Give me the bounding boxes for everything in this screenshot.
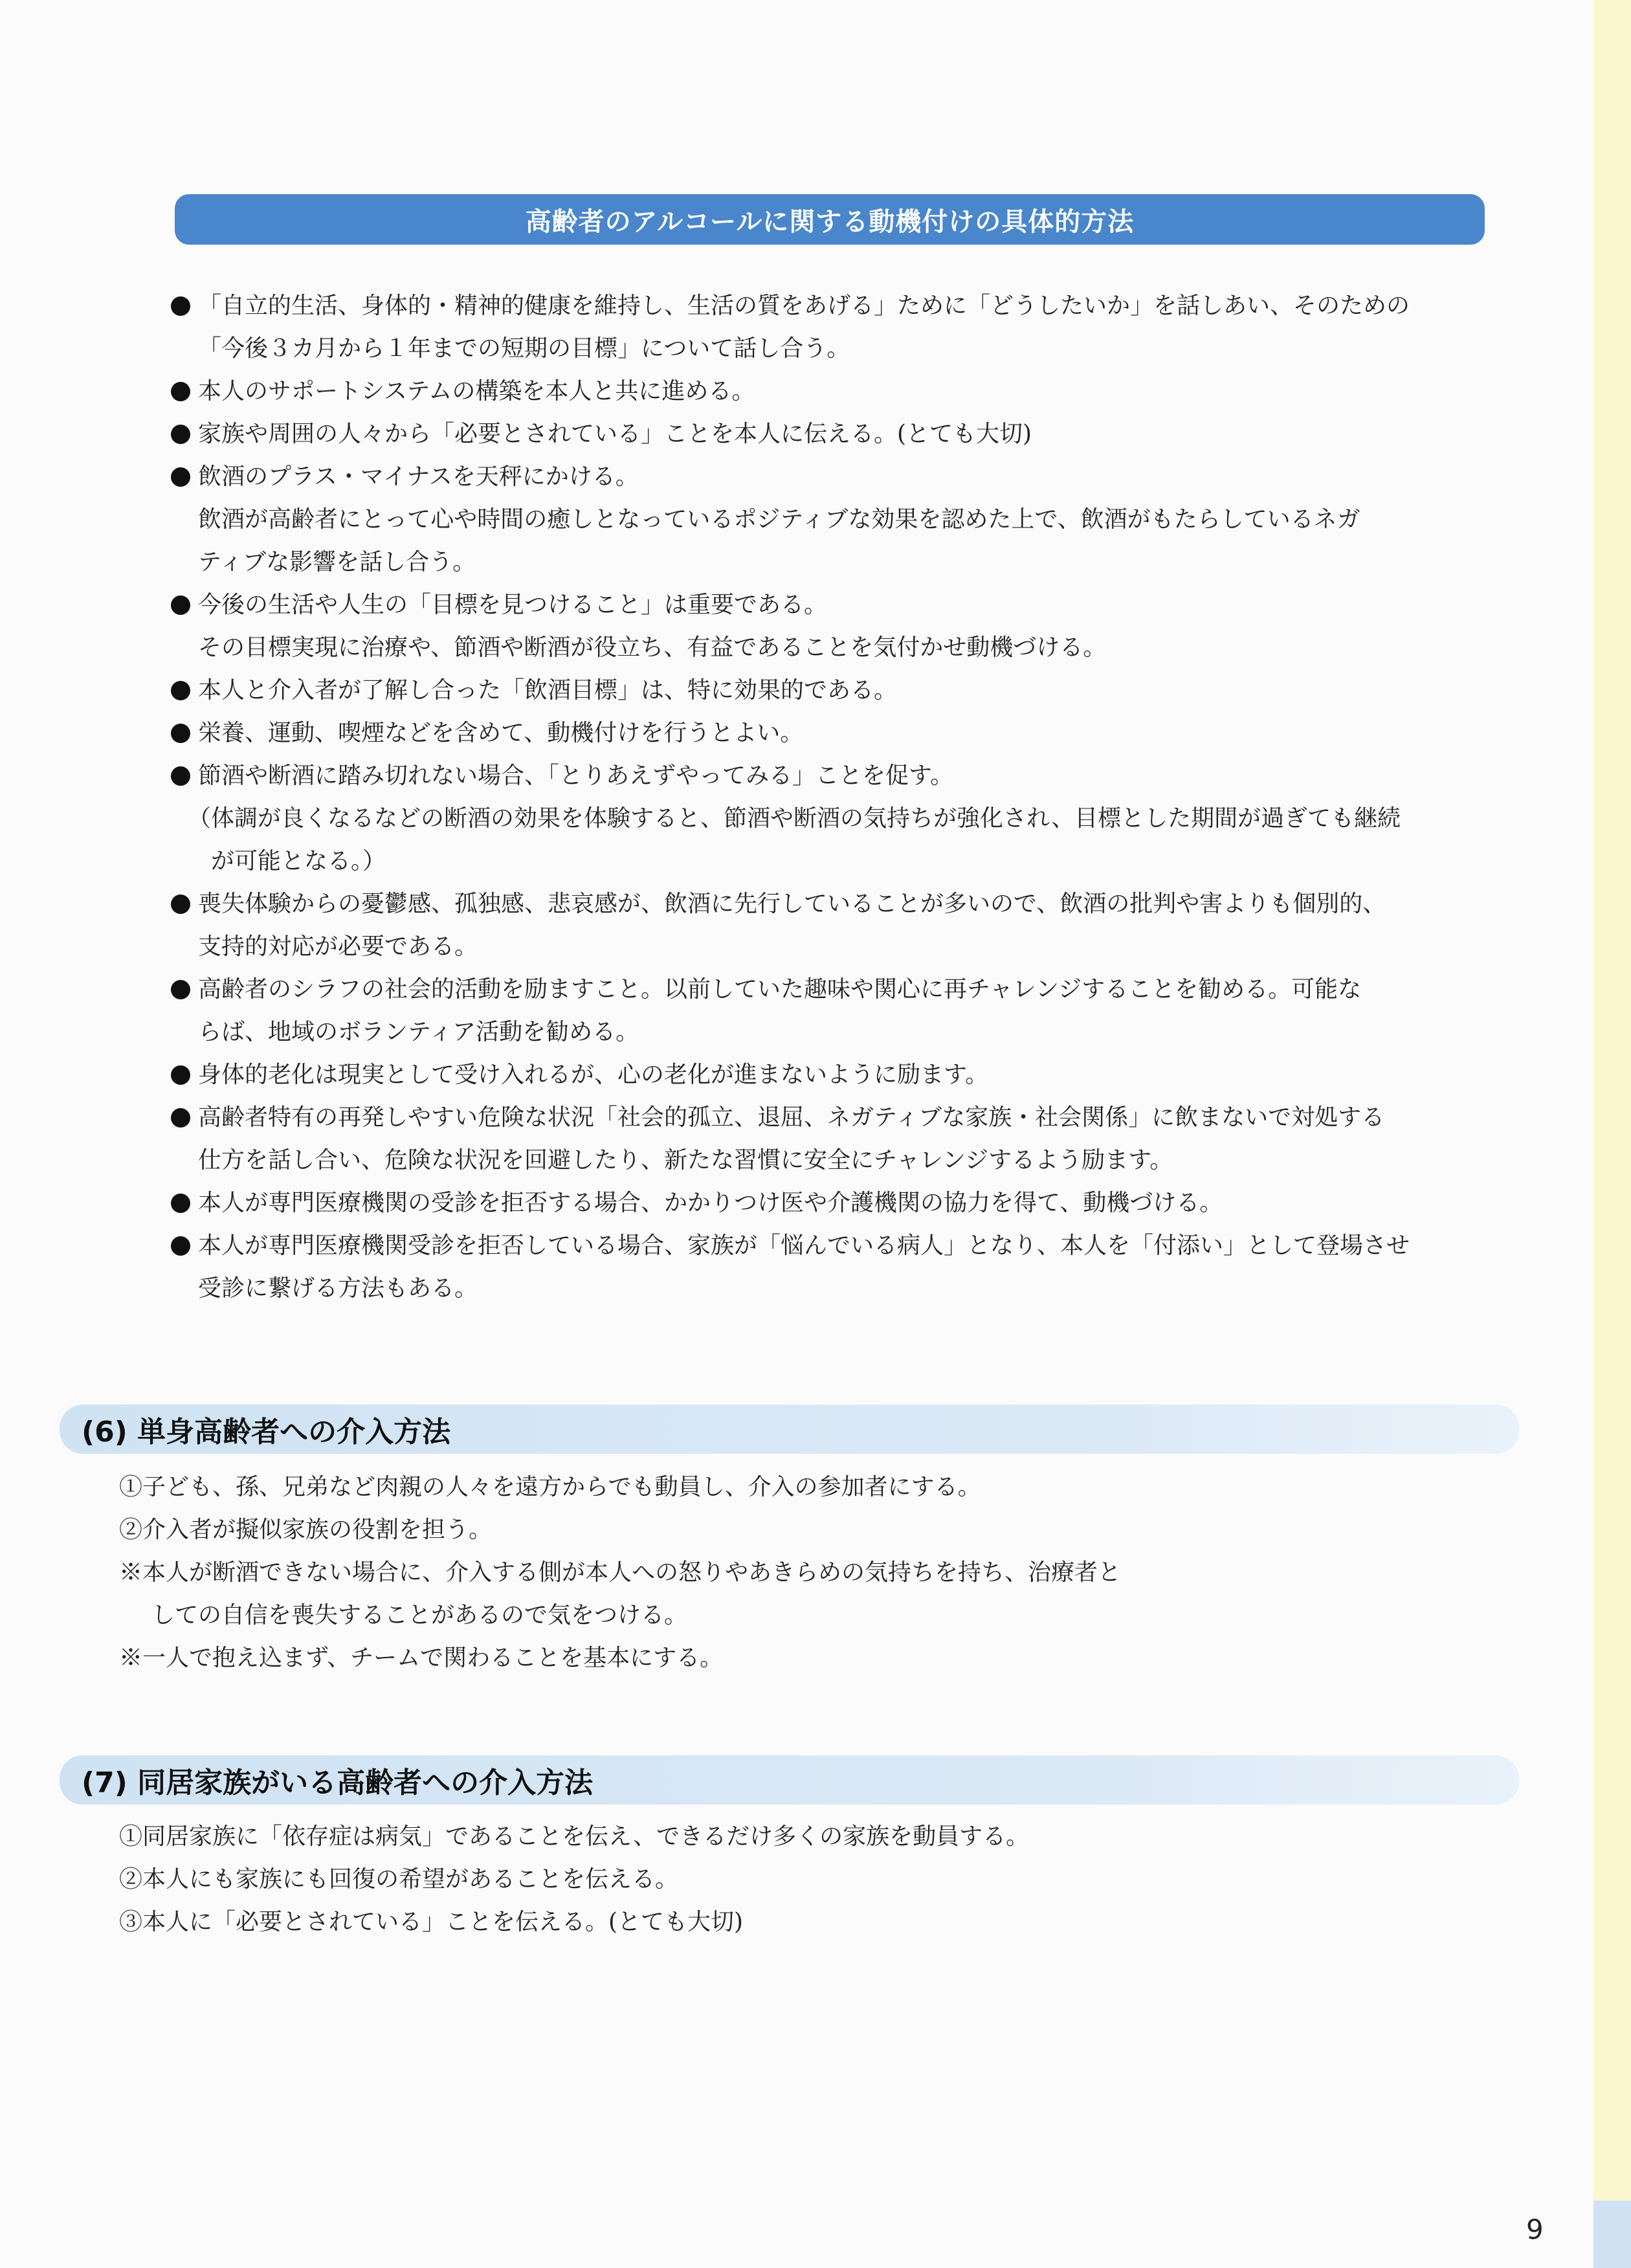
- bullet-item: [170, 755, 1496, 797]
- page-edge-strip: [1593, 0, 1631, 2268]
- bullet-line: ティブな影響を話し合う。: [198, 549, 476, 575]
- bullet-line: 本人が専門医療機関受診を拒否している場合、家族が「悩んでいる病人」となり、本人を「付添い」として登場させ: [198, 1232, 1410, 1259]
- list-item: ②本人にも家族にも回復の希望があることを伝える。: [119, 1866, 679, 1893]
- list-item: ※一人で抱え込まず、チームで関わることを基本にする。: [119, 1645, 724, 1671]
- bullet-item: [170, 1054, 1496, 1096]
- list-item: ①子ども、孫、兄弟など肉親の人々を遠方からでも動員し、介入の参加者にする。: [119, 1474, 981, 1500]
- note-line: （体調が良くなるなどの断酒の効果を体験すると、節酒や断酒の気持ちが強化され、目標とした期間が過ぎても継続: [188, 805, 1401, 832]
- list-item: ①同居家族に「依存症は病気」であることを伝え、できるだけ多くの家族を動員する。: [119, 1823, 1030, 1850]
- bullet-item: [170, 370, 1496, 413]
- bullet-line: 高齢者のシラフの社会的活動を励ますこと。以前していた趣味や関心に再チャレンジすることを勧める。可能な: [198, 976, 1362, 1003]
- bullet-line: 「自立的生活、身体的・精神的健康を維持し、生活の質をあげる」ために「どうしたいか」を話しあい、そのための: [198, 293, 1410, 319]
- bullet-item: [170, 584, 1496, 669]
- list-item: しての自信を喪失することがあるので気をつける。: [151, 1602, 688, 1629]
- bullet-line: 本人と介入者が了解し合った「飲酒目標」は、特に効果的である。: [198, 677, 898, 704]
- section-7-list: [119, 1816, 1349, 1944]
- section-header-7: (7) 同居家族がいる高齢者への介入方法: [60, 1755, 1519, 1805]
- bullet-line: 本人が専門医療機関の受診を拒否する場合、かかりつけ医や介護機関の協力を得て、動機づける。: [198, 1190, 1223, 1216]
- bullet-line: 「今後３カ月から１年までの短期の目標」について話し合う。: [198, 335, 850, 362]
- section-banner: 高齢者のアルコールに関する動機付けの具体的方法: [175, 194, 1485, 245]
- bullet-line: 飲酒が高齢者にとって心や時間の癒しとなっているポジティブな効果を認めた上で、飲酒がもたらしているネガ: [198, 506, 1360, 533]
- bullet-line: 支持的対応が必要である。: [198, 933, 478, 960]
- list-item: ②介入者が擬似家族の役割を担う。: [119, 1517, 493, 1543]
- section-6-list: [119, 1466, 1349, 1680]
- bullet-line: 高齢者特有の再発しやすい危険な状況「社会的孤立、退屈、ネガティブな家族・社会関係」に飲まないで対処する: [198, 1104, 1385, 1131]
- list-item: ※本人が断酒できない場合に、介入する側が本人への怒りやあきらめの気持ちを持ち、治療者と: [119, 1559, 1122, 1586]
- parenthetical-note: [170, 797, 1496, 883]
- bullet-item: [170, 968, 1496, 1054]
- note-line: が可能となる。）: [211, 848, 386, 874]
- page-number: 9: [1526, 2214, 1544, 2245]
- bullet-line: 節酒や断酒に踏み切れない場合、「とりあえずやってみる」ことを促す。: [198, 762, 954, 789]
- bullet-line: 飲酒のプラス・マイナスを天秤にかける。: [198, 463, 639, 490]
- page-edge-tab: [1593, 2201, 1631, 2268]
- bullet-item: [170, 285, 1496, 370]
- bullet-line: らば、地域のボランティア活動を勧める。: [198, 1019, 639, 1045]
- bullet-item: [170, 1225, 1496, 1310]
- bullet-line: 喪失体験からの憂鬱感、孤独感、悲哀感が、飲酒に先行していることが多いので、飲酒の批判や害よりも個別的、: [198, 891, 1386, 917]
- bullet-line: 栄養、運動、喫煙などを含めて、動機付けを行うとよい。: [198, 720, 804, 746]
- bullet-line: その目標実現に治療や、節酒や断酒が役立ち、有益であることを気付かせ動機づける。: [198, 634, 1107, 661]
- bullet-line: 身体的老化は現実として受け入れるが、心の老化が進まないように励ます。: [198, 1062, 989, 1088]
- bullet-item: [170, 413, 1496, 456]
- bullet-item: [170, 1182, 1496, 1225]
- bullet-item: [170, 669, 1496, 712]
- bullet-line: 本人のサポートシステムの構築を本人と共に進める。: [198, 378, 755, 405]
- bullet-item: [170, 712, 1496, 755]
- bullet-list: [170, 285, 1496, 1310]
- bullet-line: 家族や周囲の人々から「必要とされている」ことを本人に伝える。(とても大切): [198, 421, 1032, 447]
- section-header-6: (6) 単身高齢者への介入方法: [60, 1405, 1519, 1454]
- bullet-item: [170, 456, 1496, 584]
- list-item: ③本人に「必要とされている」ことを伝える。(とても大切): [119, 1909, 744, 1935]
- bullet-item: [170, 883, 1496, 968]
- bullet-line: 受診に繋げる方法もある。: [198, 1275, 478, 1302]
- bullet-line: 今後の生活や人生の「目標を見つけること」は重要である。: [198, 592, 828, 618]
- bullet-line: 仕方を話し合い、危険な状況を回避したり、新たな習慣に安全にチャレンジするよう励ます。: [198, 1147, 1173, 1173]
- bullet-item: [170, 1096, 1496, 1182]
